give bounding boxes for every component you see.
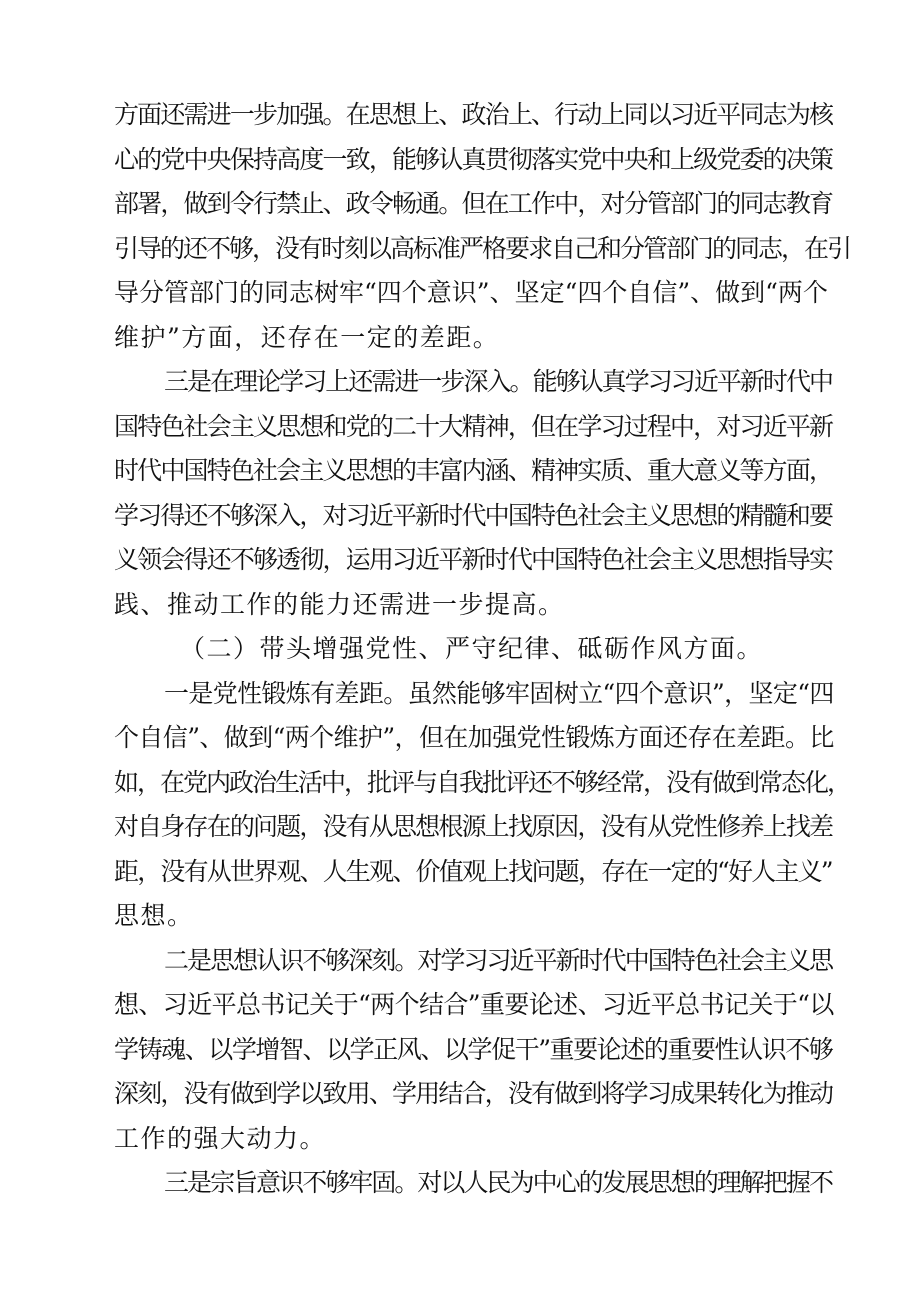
- text-line: 个自信”、做到“两个维护”，但在加强党性锻炼方面还存在差距。比: [114, 723, 834, 752]
- text-line: 三是宗旨意识不够牢固。对以人民为中心的发展思想的理解把握不: [164, 1168, 833, 1197]
- text-line: 距，没有从世界观、人生观、价值观上找问题，存在一定的“好人主义”: [114, 856, 832, 886]
- text-line: 心的党中央保持高度一致，能够认真贯彻落实党中央和上级党委的决策: [114, 144, 833, 174]
- text-line: 引导的还不够，没有时刻以高标准严格要求自己和分管部门的同志，在引: [114, 233, 851, 263]
- text-line: 工作的强大动力。: [114, 1123, 327, 1153]
- text-line: 三是在理论学习上还需进一步深入。能够认真学习习近平新时代中: [164, 367, 833, 396]
- text-line: 践、推动工作的能力还需进一步提高。: [114, 589, 565, 619]
- text-line: 学铸魂、以学增智、以学正风、以学促干”重要论述的重要性认识不够: [114, 1034, 833, 1064]
- text-line: 深刻，没有做到学以致用、学用结合，没有做到将学习成果转化为推动: [114, 1079, 833, 1108]
- text-line: 如，在党内政治生活中，批评与自我批评还不够经常，没有做到常态化，: [114, 767, 851, 797]
- text-line: （二）带头增强党性、严守纪律、砥砺作风方面。: [180, 634, 764, 663]
- text-line: 方面还需进一步加强。在思想上、政治上、行动上同以习近平同志为核: [114, 100, 833, 129]
- text-line: 想、习近平总书记关于“两个结合”重要论述、习近平总书记关于“以: [114, 990, 834, 1019]
- text-line: 思想。: [114, 901, 194, 930]
- text-line: 部署，做到令行禁止、政令畅通。但在工作中，对分管部门的同志教育: [114, 189, 833, 218]
- text-line: 学习得还不够深入，对习近平新时代中国特色社会主义思想的精髓和要: [114, 500, 833, 530]
- document-body: [114, 93, 851, 1206]
- text-line: 维护”方面，还存在一定的差距。: [114, 322, 500, 352]
- text-line: 对自身存在的问题，没有从思想根源上找原因，没有从党性修养上找差: [114, 812, 833, 841]
- text-line: 导分管部门的同志树牢“四个意识”、坚定“四个自信”、做到“两个: [114, 278, 828, 307]
- text-line: 义领会得还不够透彻，运用习近平新时代中国特色社会主义思想指导实: [114, 545, 833, 574]
- text-line: 一是党性锻炼有差距。虽然能够牢固树立“四个意识”，坚定“四: [164, 678, 834, 708]
- text-line: 二是思想认识不够深刻。对学习习近平新时代中国特色社会主义思: [164, 945, 833, 975]
- text-line: 时代中国特色社会主义思想的丰富内涵、精神实质、重大意义等方面，: [114, 456, 833, 485]
- text-line: 国特色社会主义思想和党的二十大精神，但在学习过程中，对习近平新: [114, 411, 833, 441]
